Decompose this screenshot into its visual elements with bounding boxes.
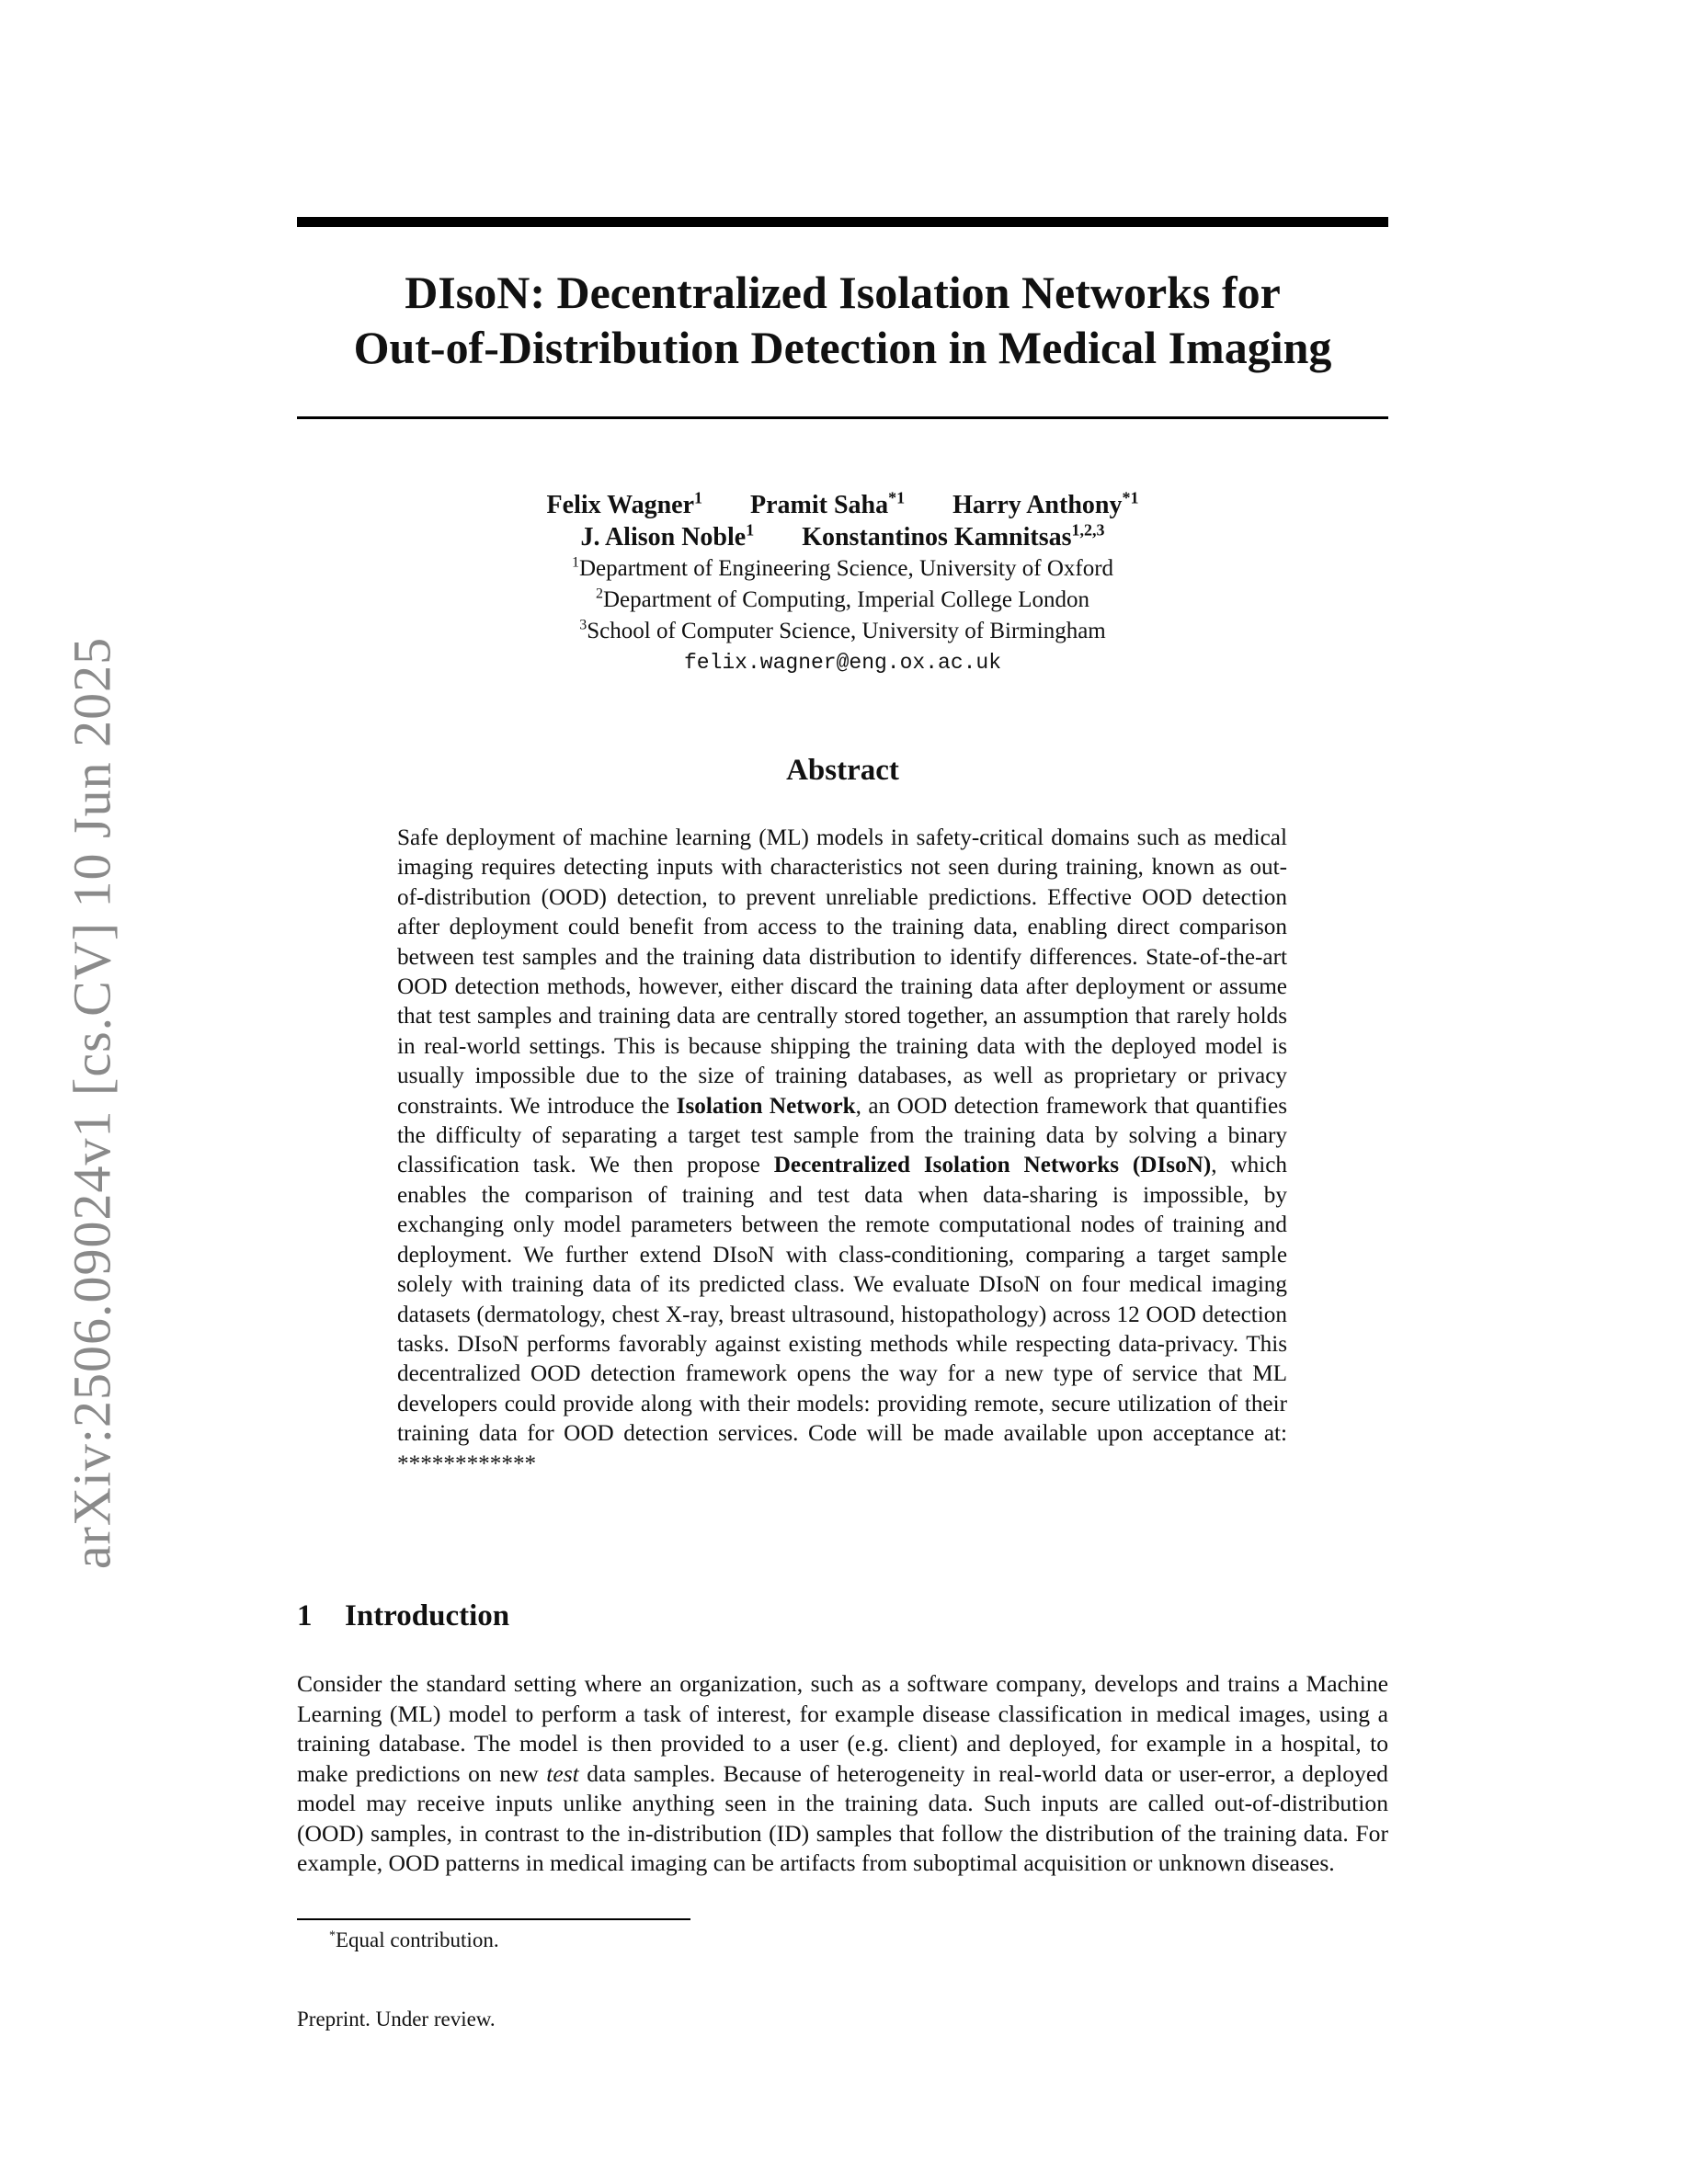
author-felix-wagner: Felix Wagner$^1$ xyxy=(546,488,702,519)
author-konstantinos-kamnitsas: Konstantinos Kamnitsas$^{1,2,3}$ xyxy=(802,520,1105,552)
section-number: 1 xyxy=(297,1599,313,1632)
title-line-2: Out-of-Distribution Detection in Medical Imaging xyxy=(353,322,1332,373)
preprint-notice: Preprint. Under review. xyxy=(297,2008,496,2030)
contact-email: felix.wagner@eng.ox.ac.uk xyxy=(683,651,1002,675)
test-term: test xyxy=(546,1759,579,1787)
abstract-text: Safe deployment of machine learning (ML) models in safety-critical domains such as medical imaging requires detecting inputs with characteristics not seen during training, known as out-of-distribution (OOD) detection, to prevent unreliable predictions. Effective OOD detection after deployment could benefit from access to the training data, enabling direct comparison between test samples and the training data distribution to identify differences. State-of-the-art OOD detection methods, however, either discard the training data after deployment or assume that test samples and training data are centrally stored together, an assumption that rarely holds in real-world settings. This is because shipping the training data with the deployed model is usually impossible due to the size of training databases, as well as proprietary or privacy constraints. We introduce the Isolation Network, an OOD detection framework that quantifies the difficulty of separating a target test sample from the training data by solving a binary classification task. We then propose Decentralized Isolation Networks (DIsoN), which enables the comparison of training and test data when data-sharing is impossible, by exchanging only model parameters between the remote computational nodes of training and deployment. We further extend DIsoN with class-conditioning, comparing a target sample solely with training data of its predicted class. We evaluate DIsoN on four medical imaging datasets (dermatology, chest X-ray, breast ultrasound, histopathology) across 12 OOD detection tasks. DIsoN performs favorably against existing methods while respecting data-privacy. This decentralized OOD detection framework opens the way for a new type of service that ML developers could provide along with their models: providing remote, secure utilization of their training data for OOD detection services. Code will be made available upon acceptance at: ************ xyxy=(397,825,1287,1476)
affiliation-2: $^2$Department of Computing, Imperial College London xyxy=(595,586,1090,612)
author-alison-noble: J. Alison Noble$^1$ xyxy=(580,520,755,552)
author-row-1 xyxy=(297,489,1388,521)
title-line-1: DIsoN: Decentralized Isolation Networks for xyxy=(405,267,1281,318)
section-title: Introduction xyxy=(345,1599,510,1632)
arxiv-identifier-stamp: arXiv:2506.09024v1 [cs.CV] 10 Jun 2025 xyxy=(62,636,122,1570)
footnote-rule xyxy=(297,1918,690,1920)
footnote-equal-contribution: *Equal contribution. xyxy=(329,1928,499,1951)
abstract-heading: Abstract xyxy=(786,754,899,787)
title-rule-top xyxy=(297,217,1388,227)
author-pramit-saha: Pramit Saha$^{*1}$ xyxy=(750,488,906,519)
affiliation-3: $^3$School of Computer Science, University of Birmingham xyxy=(579,617,1106,643)
introduction-paragraph: Consider the standard setting where an organization, such as a software company, develops and trains a Machine Learning (ML) model to perform a task of interest, for example disease classification in medical images, using a training database. The model is then provided to a user (e.g. client) and deployed, for example in a hospital, to make predictions on new test data samples. Because of heterogeneity in real-world data or user-error, a deployed model may receive inputs unlike anything seen in the training data. Such inputs are called out-of-distribution (OOD) samples, in contrast to the in-distribution (ID) samples that follow the distribution of the training data. For example, OOD patterns in medical imaging can be artifacts from suboptimal acquisition or unknown diseases. xyxy=(297,1670,1388,1876)
title-rule-bottom xyxy=(297,416,1388,419)
author-row-2 xyxy=(297,521,1388,553)
dison-term: Decentralized Isolation Networks (DIsoN) xyxy=(773,1153,1212,1178)
paper-title xyxy=(297,265,1388,375)
author-harry-anthony: Harry Anthony$^{*1}$ xyxy=(952,488,1139,519)
isolation-network-term: Isolation Network xyxy=(676,1093,856,1119)
section-heading-introduction xyxy=(297,1599,509,1633)
author-block xyxy=(297,489,1388,678)
affiliation-1: $^1$Department of Engineering Science, University of Oxford xyxy=(571,554,1114,581)
